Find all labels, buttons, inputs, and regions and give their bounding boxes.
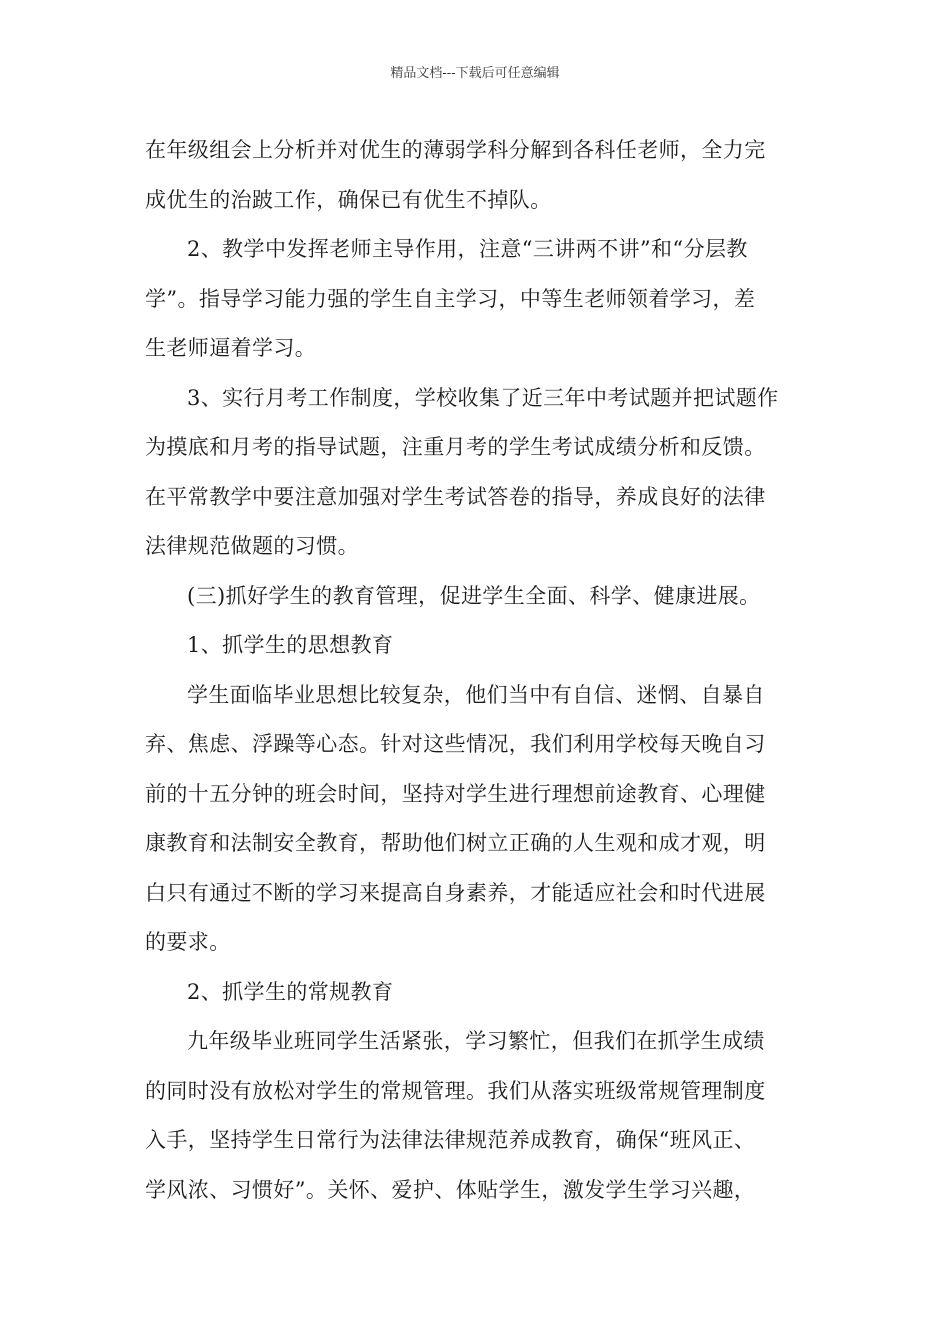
text-line: 2、教学中发挥老师主导作用，注意“三讲两不讲”和“分层教 [187,237,748,261]
document-body [145,126,810,1215]
text-line: 学”。指导学习能力强的学生自主学习，中等生老师领着学习，差 [145,286,756,311]
paragraph-continuation [145,126,810,225]
text-line: 在年级组会上分析并对优生的薄弱学科分解到各科任老师，全力完 [145,138,766,162]
text-line: 九年级毕业班同学生活紧张，学习繁忙，但我们在抓学生成绩 [187,1029,765,1053]
paragraph-routine-education [145,1017,810,1215]
text-line: 2、抓学生的常规教育 [187,979,394,1004]
text-line: 学风浓、习惯好”。关怀、爱护、体贴学生，激发学生学习兴趣， [145,1177,756,1202]
paragraph-item-3 [145,374,810,572]
section-heading-3 [145,572,810,622]
text-line: 康教育和法制安全教育，帮助他们树立正确的人生观和成才观，明 [145,831,766,855]
paragraph-ideology-education [145,671,810,968]
text-line: 弃、焦虑、浮躁等心态。针对这些情况，我们利用学校每天晚自习 [145,732,766,756]
text-line: 在平常教学中要注意加强对学生考试答卷的指导，养成良好的法律 [145,484,766,509]
text-line: 入手，坚持学生日常行为法律法律规范养成教育，确保“班风正、 [145,1128,756,1152]
text-line: 为摸底和月考的指导试题，注重月考的学生考试成绩分析和反馈。 [145,435,766,459]
text-line: 成优生的治跛工作，确保已有优生不掉队。 [145,187,552,212]
text-line: (三)抓好学生的教育管理，促进学生全面、科学、健康进展。 [187,583,761,608]
text-line: 3、实行月考工作制度，学校收集了近三年中考试题并把试题作 [187,385,779,410]
text-line: 1、抓学生的思想教育 [187,633,394,657]
subheading-routine-education [145,968,810,1018]
subheading-ideology-education [145,621,810,671]
text-line: 的要求。 [145,930,231,954]
text-line: 的同时没有放松对学生的常规管理。我们从落实班级常规管理制度 [145,1078,766,1103]
page-header: 精品文档---下载后可任意编辑 [390,66,560,81]
paragraph-item-2 [145,225,810,374]
text-line: 法律规范做题的习惯。 [145,534,359,558]
text-line: 白只有通过不断的学习来提高自身素养，才能适应社会和时代进展 [145,880,766,905]
text-line: 生老师逼着学习。 [145,336,317,360]
text-line: 前的十五分钟的班会时间，坚持对学生进行理想前途教育、心理健 [145,781,766,806]
text-line: 学生面临毕业思想比较复杂，他们当中有自信、迷惘、自暴自 [187,682,765,707]
